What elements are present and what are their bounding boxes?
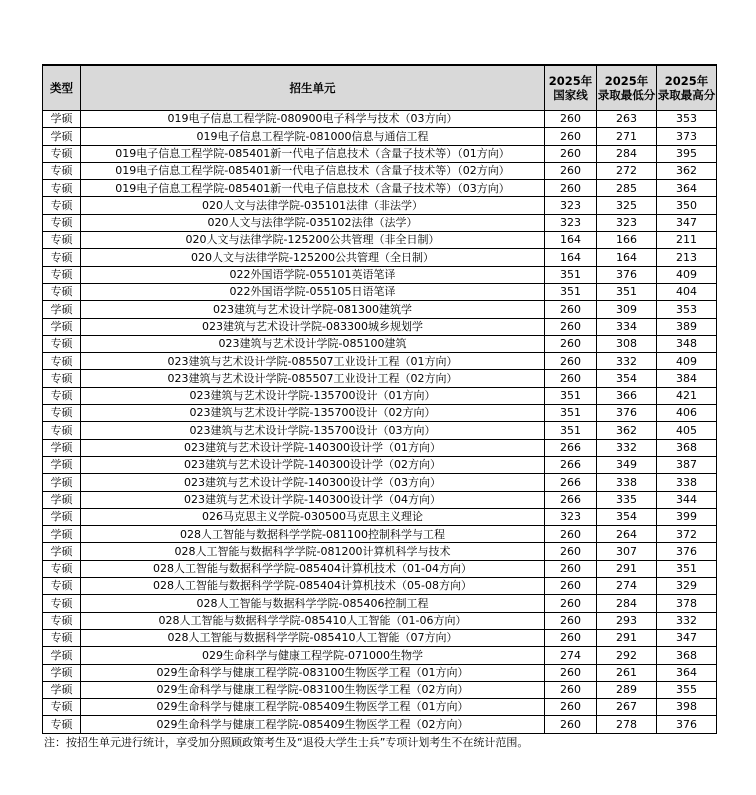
cell-min-score: 334 bbox=[597, 318, 657, 335]
table-row bbox=[43, 162, 717, 179]
cell-national-line: 266 bbox=[545, 439, 597, 456]
cell-unit: 020人文与法律学院-125200公共管理（全日制） bbox=[81, 249, 545, 266]
cell-min-score: 271 bbox=[597, 128, 657, 145]
table-row bbox=[43, 647, 717, 664]
footnote: 注：按招生单元进行统计，享受加分照顾政策考生及“退役大学生士兵”专项计划考生不在统计范围。 bbox=[44, 736, 529, 749]
cell-national-line: 260 bbox=[545, 318, 597, 335]
cell-unit: 022外国语学院-055101英语笔译 bbox=[81, 266, 545, 283]
cell-max-score: 405 bbox=[657, 422, 717, 439]
cell-type: 专硕 bbox=[43, 370, 81, 387]
cell-unit: 028人工智能与数据科学学院-081100控制科学与工程 bbox=[81, 526, 545, 543]
table-row bbox=[43, 301, 717, 318]
cell-min-score: 307 bbox=[597, 543, 657, 560]
cell-national-line: 260 bbox=[545, 612, 597, 629]
cell-type: 专硕 bbox=[43, 162, 81, 179]
cell-national-line: 351 bbox=[545, 422, 597, 439]
cell-max-score: 347 bbox=[657, 629, 717, 646]
table-row bbox=[43, 699, 717, 716]
table-row bbox=[43, 266, 717, 283]
cell-max-score: 348 bbox=[657, 335, 717, 352]
cell-max-score: 338 bbox=[657, 474, 717, 491]
cell-min-score: 278 bbox=[597, 716, 657, 733]
table-row bbox=[43, 249, 717, 266]
cell-max-score: 329 bbox=[657, 578, 717, 595]
cell-max-score: 387 bbox=[657, 456, 717, 473]
cell-max-score: 355 bbox=[657, 681, 717, 698]
cell-unit: 023建筑与艺术设计学院-135700设计（02方向） bbox=[81, 405, 545, 422]
cell-national-line: 260 bbox=[545, 578, 597, 595]
cell-unit: 023建筑与艺术设计学院-081300建筑学 bbox=[81, 301, 545, 318]
header-type: 类型 bbox=[43, 65, 81, 111]
cell-unit: 028人工智能与数据科学学院-085410人工智能（07方向） bbox=[81, 629, 545, 646]
table-row bbox=[43, 145, 717, 162]
table-row bbox=[43, 128, 717, 145]
cell-min-score: 292 bbox=[597, 647, 657, 664]
cell-min-score: 376 bbox=[597, 266, 657, 283]
cell-national-line: 260 bbox=[545, 716, 597, 733]
cell-unit: 028人工智能与数据科学学院-081200计算机科学与技术 bbox=[81, 543, 545, 560]
cell-type: 专硕 bbox=[43, 145, 81, 162]
cell-max-score: 350 bbox=[657, 197, 717, 214]
table-row bbox=[43, 578, 717, 595]
table-row bbox=[43, 197, 717, 214]
table-row bbox=[43, 681, 717, 698]
cell-max-score: 399 bbox=[657, 508, 717, 525]
table-row bbox=[43, 439, 717, 456]
cell-type: 学硕 bbox=[43, 543, 81, 560]
table-row bbox=[43, 180, 717, 197]
table-row bbox=[43, 508, 717, 525]
cell-min-score: 376 bbox=[597, 405, 657, 422]
cell-max-score: 398 bbox=[657, 699, 717, 716]
cell-max-score: 211 bbox=[657, 232, 717, 249]
cell-national-line: 260 bbox=[545, 162, 597, 179]
cell-national-line: 260 bbox=[545, 353, 597, 370]
cell-min-score: 166 bbox=[597, 232, 657, 249]
cell-unit: 029生命科学与健康工程学院-071000生物学 bbox=[81, 647, 545, 664]
table-row bbox=[43, 335, 717, 352]
cell-unit: 023建筑与艺术设计学院-083300城乡规划学 bbox=[81, 318, 545, 335]
table-row bbox=[43, 526, 717, 543]
cell-type: 学硕 bbox=[43, 681, 81, 698]
cell-unit: 029生命科学与健康工程学院-085409生物医学工程（02方向） bbox=[81, 716, 545, 733]
cell-national-line: 323 bbox=[545, 214, 597, 231]
cell-min-score: 354 bbox=[597, 508, 657, 525]
cell-max-score: 376 bbox=[657, 543, 717, 560]
cell-min-score: 264 bbox=[597, 526, 657, 543]
table-row bbox=[43, 543, 717, 560]
table-body bbox=[43, 111, 717, 734]
cell-type: 专硕 bbox=[43, 387, 81, 404]
cell-min-score: 354 bbox=[597, 370, 657, 387]
header-national-text: 2025年 国家线 bbox=[548, 74, 593, 102]
cell-unit: 028人工智能与数据科学学院-085410人工智能（01-06方向） bbox=[81, 612, 545, 629]
cell-type: 学硕 bbox=[43, 301, 81, 318]
cell-type: 学硕 bbox=[43, 474, 81, 491]
cell-national-line: 164 bbox=[545, 249, 597, 266]
cell-max-score: 332 bbox=[657, 612, 717, 629]
cell-max-score: 347 bbox=[657, 214, 717, 231]
cell-national-line: 266 bbox=[545, 474, 597, 491]
table-row bbox=[43, 716, 717, 733]
cell-min-score: 362 bbox=[597, 422, 657, 439]
cell-type: 学硕 bbox=[43, 647, 81, 664]
cell-national-line: 274 bbox=[545, 647, 597, 664]
table-row bbox=[43, 214, 717, 231]
header-row bbox=[43, 65, 717, 111]
cell-national-line: 260 bbox=[545, 699, 597, 716]
cell-min-score: 351 bbox=[597, 283, 657, 300]
cell-unit: 023建筑与艺术设计学院-140300设计学（01方向） bbox=[81, 439, 545, 456]
table-row bbox=[43, 405, 717, 422]
cell-unit: 028人工智能与数据科学学院-085406控制工程 bbox=[81, 595, 545, 612]
cell-type: 专硕 bbox=[43, 283, 81, 300]
table-row bbox=[43, 629, 717, 646]
cell-unit: 028人工智能与数据科学学院-085404计算机技术（05-08方向） bbox=[81, 578, 545, 595]
cell-type: 专硕 bbox=[43, 405, 81, 422]
table-row bbox=[43, 353, 717, 370]
cell-type: 专硕 bbox=[43, 197, 81, 214]
table-row bbox=[43, 664, 717, 681]
cell-min-score: 332 bbox=[597, 439, 657, 456]
cell-national-line: 351 bbox=[545, 405, 597, 422]
cell-max-score: 395 bbox=[657, 145, 717, 162]
cell-max-score: 213 bbox=[657, 249, 717, 266]
cell-type: 专硕 bbox=[43, 214, 81, 231]
cell-type: 学硕 bbox=[43, 111, 81, 128]
header-national-line bbox=[545, 65, 597, 111]
cell-min-score: 308 bbox=[597, 335, 657, 352]
cell-national-line: 351 bbox=[545, 266, 597, 283]
cell-type: 学硕 bbox=[43, 664, 81, 681]
cell-min-score: 338 bbox=[597, 474, 657, 491]
cell-min-score: 284 bbox=[597, 595, 657, 612]
table-row bbox=[43, 422, 717, 439]
cell-max-score: 353 bbox=[657, 111, 717, 128]
cell-national-line: 164 bbox=[545, 232, 597, 249]
cell-national-line: 260 bbox=[545, 301, 597, 318]
cell-min-score: 289 bbox=[597, 681, 657, 698]
table-row bbox=[43, 491, 717, 508]
cell-max-score: 421 bbox=[657, 387, 717, 404]
cell-max-score: 389 bbox=[657, 318, 717, 335]
cell-type: 学硕 bbox=[43, 491, 81, 508]
cell-national-line: 260 bbox=[545, 180, 597, 197]
cell-min-score: 291 bbox=[597, 560, 657, 577]
cell-max-score: 404 bbox=[657, 283, 717, 300]
header-max-score bbox=[657, 65, 717, 111]
cell-type: 专硕 bbox=[43, 578, 81, 595]
cell-type: 学硕 bbox=[43, 318, 81, 335]
cell-min-score: 164 bbox=[597, 249, 657, 266]
cell-national-line: 266 bbox=[545, 456, 597, 473]
cell-min-score: 263 bbox=[597, 111, 657, 128]
cell-type: 专硕 bbox=[43, 612, 81, 629]
cell-min-score: 267 bbox=[597, 699, 657, 716]
cell-type: 专硕 bbox=[43, 629, 81, 646]
admission-score-table bbox=[42, 64, 717, 734]
cell-min-score: 366 bbox=[597, 387, 657, 404]
cell-unit: 026马克思主义学院-030500马克思主义理论 bbox=[81, 508, 545, 525]
cell-national-line: 323 bbox=[545, 197, 597, 214]
cell-unit: 029生命科学与健康工程学院-085409生物医学工程（01方向） bbox=[81, 699, 545, 716]
cell-min-score: 325 bbox=[597, 197, 657, 214]
cell-min-score: 335 bbox=[597, 491, 657, 508]
table-row bbox=[43, 612, 717, 629]
cell-type: 专硕 bbox=[43, 232, 81, 249]
cell-unit: 023建筑与艺术设计学院-085507工业设计工程（01方向） bbox=[81, 353, 545, 370]
cell-max-score: 406 bbox=[657, 405, 717, 422]
cell-type: 专硕 bbox=[43, 266, 81, 283]
table-row bbox=[43, 474, 717, 491]
cell-unit: 019电子信息工程学院-081000信息与通信工程 bbox=[81, 128, 545, 145]
cell-national-line: 260 bbox=[545, 595, 597, 612]
cell-max-score: 409 bbox=[657, 353, 717, 370]
cell-max-score: 378 bbox=[657, 595, 717, 612]
cell-unit: 023建筑与艺术设计学院-135700设计（01方向） bbox=[81, 387, 545, 404]
table-row bbox=[43, 318, 717, 335]
cell-min-score: 349 bbox=[597, 456, 657, 473]
cell-unit: 028人工智能与数据科学学院-085404计算机技术（01-04方向） bbox=[81, 560, 545, 577]
admission-table-container bbox=[42, 64, 716, 734]
cell-national-line: 260 bbox=[545, 543, 597, 560]
cell-max-score: 384 bbox=[657, 370, 717, 387]
cell-min-score: 293 bbox=[597, 612, 657, 629]
cell-unit: 023建筑与艺术设计学院-140300设计学（02方向） bbox=[81, 456, 545, 473]
cell-type: 专硕 bbox=[43, 716, 81, 733]
cell-unit: 020人文与法律学院-035101法律（非法学） bbox=[81, 197, 545, 214]
table-row bbox=[43, 111, 717, 128]
cell-type: 专硕 bbox=[43, 560, 81, 577]
cell-max-score: 364 bbox=[657, 664, 717, 681]
cell-type: 专硕 bbox=[43, 595, 81, 612]
cell-unit: 019电子信息工程学院-080900电子科学与技术（03方向） bbox=[81, 111, 545, 128]
cell-unit: 023建筑与艺术设计学院-140300设计学（03方向） bbox=[81, 474, 545, 491]
cell-national-line: 323 bbox=[545, 508, 597, 525]
cell-type: 学硕 bbox=[43, 508, 81, 525]
cell-min-score: 291 bbox=[597, 629, 657, 646]
cell-max-score: 344 bbox=[657, 491, 717, 508]
cell-min-score: 274 bbox=[597, 578, 657, 595]
table-row bbox=[43, 560, 717, 577]
cell-unit: 029生命科学与健康工程学院-083100生物医学工程（02方向） bbox=[81, 681, 545, 698]
cell-unit: 022外国语学院-055105日语笔译 bbox=[81, 283, 545, 300]
cell-min-score: 323 bbox=[597, 214, 657, 231]
cell-unit: 020人文与法律学院-035102法律（法学） bbox=[81, 214, 545, 231]
cell-national-line: 351 bbox=[545, 283, 597, 300]
cell-min-score: 332 bbox=[597, 353, 657, 370]
cell-type: 学硕 bbox=[43, 439, 81, 456]
cell-unit: 019电子信息工程学院-085401新一代电子信息技术（含量子技术等）（01方向） bbox=[81, 145, 545, 162]
cell-type: 专硕 bbox=[43, 335, 81, 352]
cell-unit: 023建筑与艺术设计学院-140300设计学（04方向） bbox=[81, 491, 545, 508]
cell-min-score: 261 bbox=[597, 664, 657, 681]
cell-national-line: 260 bbox=[545, 335, 597, 352]
table-row bbox=[43, 370, 717, 387]
table-header bbox=[43, 65, 717, 111]
cell-unit: 019电子信息工程学院-085401新一代电子信息技术（含量子技术等）（03方向） bbox=[81, 180, 545, 197]
cell-national-line: 260 bbox=[545, 629, 597, 646]
cell-unit: 029生命科学与健康工程学院-083100生物医学工程（01方向） bbox=[81, 664, 545, 681]
cell-national-line: 260 bbox=[545, 560, 597, 577]
cell-national-line: 351 bbox=[545, 387, 597, 404]
cell-national-line: 260 bbox=[545, 370, 597, 387]
cell-type: 专硕 bbox=[43, 699, 81, 716]
cell-type: 专硕 bbox=[43, 180, 81, 197]
cell-unit: 019电子信息工程学院-085401新一代电子信息技术（含量子技术等）（02方向） bbox=[81, 162, 545, 179]
cell-type: 学硕 bbox=[43, 456, 81, 473]
cell-type: 学硕 bbox=[43, 526, 81, 543]
cell-max-score: 368 bbox=[657, 439, 717, 456]
cell-national-line: 260 bbox=[545, 111, 597, 128]
header-min-score bbox=[597, 65, 657, 111]
cell-national-line: 260 bbox=[545, 526, 597, 543]
cell-unit: 020人文与法律学院-125200公共管理（非全日制） bbox=[81, 232, 545, 249]
cell-type: 专硕 bbox=[43, 353, 81, 370]
cell-max-score: 373 bbox=[657, 128, 717, 145]
table-row bbox=[43, 232, 717, 249]
cell-max-score: 376 bbox=[657, 716, 717, 733]
cell-max-score: 351 bbox=[657, 560, 717, 577]
cell-national-line: 260 bbox=[545, 128, 597, 145]
cell-national-line: 260 bbox=[545, 664, 597, 681]
cell-type: 专硕 bbox=[43, 249, 81, 266]
cell-national-line: 266 bbox=[545, 491, 597, 508]
cell-unit: 023建筑与艺术设计学院-135700设计（03方向） bbox=[81, 422, 545, 439]
cell-max-score: 409 bbox=[657, 266, 717, 283]
cell-max-score: 353 bbox=[657, 301, 717, 318]
cell-max-score: 364 bbox=[657, 180, 717, 197]
table-row bbox=[43, 387, 717, 404]
header-unit: 招生单元 bbox=[81, 65, 545, 111]
header-min-text: 2025年 录取最低分 bbox=[597, 74, 656, 102]
cell-max-score: 368 bbox=[657, 647, 717, 664]
table-row bbox=[43, 456, 717, 473]
cell-min-score: 309 bbox=[597, 301, 657, 318]
cell-min-score: 284 bbox=[597, 145, 657, 162]
cell-max-score: 372 bbox=[657, 526, 717, 543]
cell-max-score: 362 bbox=[657, 162, 717, 179]
cell-type: 学硕 bbox=[43, 128, 81, 145]
cell-national-line: 260 bbox=[545, 681, 597, 698]
header-max-text: 2025年 录取最高分 bbox=[657, 74, 716, 102]
cell-min-score: 272 bbox=[597, 162, 657, 179]
cell-unit: 023建筑与艺术设计学院-085507工业设计工程（02方向） bbox=[81, 370, 545, 387]
cell-unit: 023建筑与艺术设计学院-085100建筑 bbox=[81, 335, 545, 352]
cell-min-score: 285 bbox=[597, 180, 657, 197]
cell-type: 专硕 bbox=[43, 422, 81, 439]
table-row bbox=[43, 595, 717, 612]
table-row bbox=[43, 283, 717, 300]
cell-national-line: 260 bbox=[545, 145, 597, 162]
